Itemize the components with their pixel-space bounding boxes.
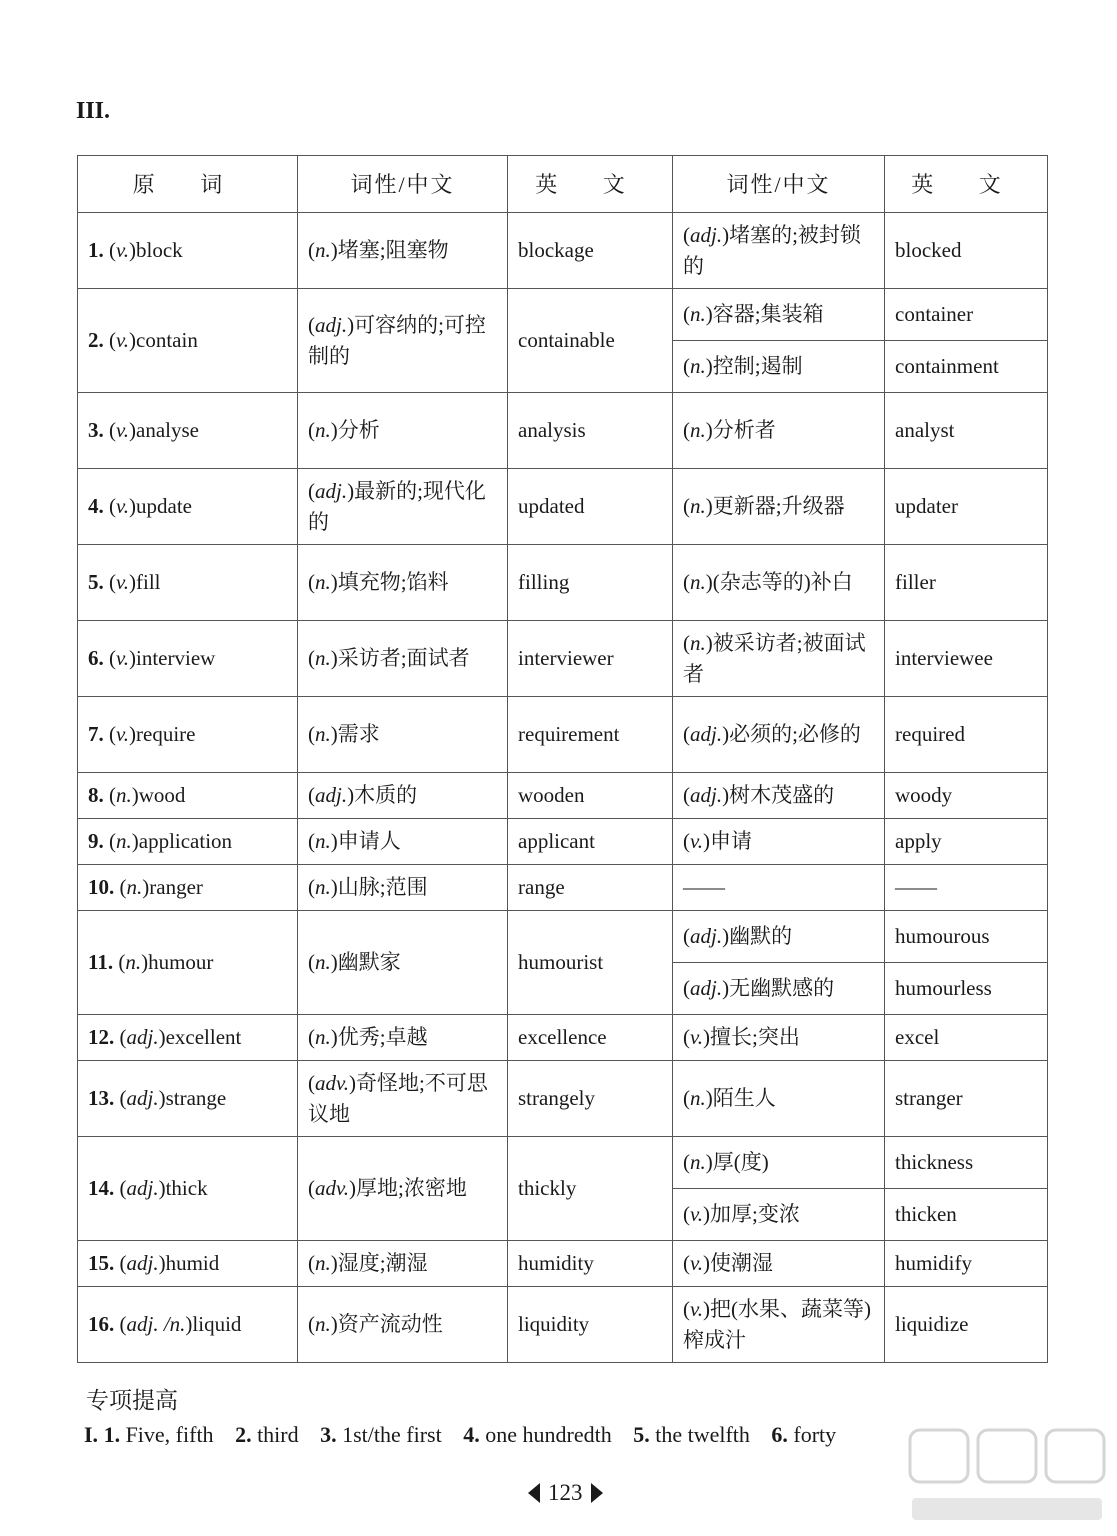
chinese-meaning: 优秀;卓越: [337, 1025, 428, 1049]
pos-tag: n.: [690, 494, 706, 518]
triangle-left-icon: [528, 1483, 540, 1503]
pos-tag: adj. /n.: [126, 1312, 186, 1336]
row-number: 12.: [88, 1025, 115, 1049]
chinese-meaning: 堵塞;阻塞物: [337, 238, 449, 262]
original-word-cell: 12. (adj.)excellent: [78, 1015, 298, 1061]
pos-tag: n.: [690, 570, 706, 594]
derivative-english-cell: range: [508, 865, 673, 911]
row-number: 11.: [88, 950, 114, 974]
chinese-meaning: 堵塞的;被封锁的: [683, 222, 861, 278]
derivative-pos-cn-cell: (n.)申请人: [298, 819, 508, 865]
second-pos-cn-cell: (adj.)堵塞的;被封锁的: [673, 213, 885, 289]
answer-number: 6.: [771, 1422, 788, 1447]
derivative-pos-cn-cell: (n.)分析: [298, 393, 508, 469]
row-number: 2.: [88, 328, 104, 352]
triangle-right-icon: [591, 1483, 603, 1503]
original-word-cell: 7. (v.)require: [78, 697, 298, 773]
pos-tag: adj.: [126, 1025, 159, 1049]
chinese-meaning: 分析者: [712, 418, 776, 442]
table-row: [78, 911, 1048, 963]
pos-tag: adj.: [690, 924, 723, 948]
chinese-meaning: 控制;遏制: [712, 354, 803, 378]
original-word-cell: 16. (adj. /n.)liquid: [78, 1287, 298, 1363]
header-english-2: 英 文: [885, 156, 1048, 213]
second-english-cell: excel: [885, 1015, 1048, 1061]
chinese-meaning: 加厚;变浓: [710, 1202, 800, 1226]
row-number: 14.: [88, 1176, 115, 1200]
row-number: 15.: [88, 1251, 115, 1275]
chinese-meaning: 幽默家: [337, 950, 401, 974]
second-pos-cn-cell: (n.)被采访者;被面试者: [673, 621, 885, 697]
pos-tag: n.: [315, 418, 331, 442]
original-word-cell: 4. (v.)update: [78, 469, 298, 545]
pos-tag: n.: [315, 238, 331, 262]
row-number: 4.: [88, 494, 104, 518]
second-english-cell: container: [885, 289, 1048, 341]
original-word: ranger: [149, 875, 203, 899]
derivative-english-cell: filling: [508, 545, 673, 621]
chinese-meaning: 申请: [710, 829, 753, 853]
chinese-meaning: 采访者;面试者: [337, 646, 470, 670]
pos-tag: adj.: [126, 1251, 159, 1275]
answer-text: one hundredth: [485, 1422, 612, 1447]
pos-tag: n.: [315, 875, 331, 899]
pos-tag: n.: [315, 1312, 331, 1336]
page-number: 123: [548, 1480, 583, 1505]
table-row: [78, 1287, 1048, 1363]
original-word: interview: [136, 646, 216, 670]
table-row: [78, 773, 1048, 819]
second-english-cell: humidify: [885, 1241, 1048, 1287]
second-english-cell: updater: [885, 469, 1048, 545]
original-word-cell: 1. (v.)block: [78, 213, 298, 289]
pos-tag: v.: [116, 328, 130, 352]
row-number: 7.: [88, 722, 104, 746]
original-word: contain: [136, 328, 198, 352]
pos-tag: n.: [690, 1086, 706, 1110]
answer-text: the twelfth: [655, 1422, 750, 1447]
second-pos-cn-cell: (adj.)树木茂盛的: [673, 773, 885, 819]
second-pos-cn-cell: (n.)更新器;升级器: [673, 469, 885, 545]
pos-tag: n.: [315, 570, 331, 594]
pos-tag: n.: [690, 302, 706, 326]
answer-text: 1st/the first: [342, 1422, 442, 1447]
second-pos-cn-cell: (n.)控制;遏制: [673, 341, 885, 393]
pos-tag: n.: [315, 950, 331, 974]
section-title: III.: [76, 98, 111, 124]
second-english-cell: humourous: [885, 911, 1048, 963]
row-number: 3.: [88, 418, 104, 442]
chinese-meaning: (杂志等的)补白: [712, 570, 853, 594]
answers-line: [84, 1422, 852, 1448]
table-row: [78, 621, 1048, 697]
header-pos-cn-1: 词性/中文: [298, 156, 508, 213]
pos-tag: n.: [690, 630, 706, 655]
pos-tag: n.: [315, 1251, 331, 1275]
chinese-meaning: 木质的: [354, 783, 418, 807]
derivative-english-cell: requirement: [508, 697, 673, 773]
table-row: [78, 697, 1048, 773]
second-pos-cn-cell: (n.)容器;集装箱: [673, 289, 885, 341]
original-word: thick: [165, 1176, 208, 1200]
original-word-cell: 2. (v.)contain: [78, 289, 298, 393]
derivative-english-cell: wooden: [508, 773, 673, 819]
second-english-cell: required: [885, 697, 1048, 773]
second-pos-cn-cell: [673, 865, 885, 911]
table-row: [78, 1061, 1048, 1137]
second-pos-cn-cell: (n.)厚(度): [673, 1137, 885, 1189]
row-number: 5.: [88, 570, 104, 594]
pos-tag: adj.: [315, 312, 348, 337]
answer-item: [315, 1422, 442, 1447]
table-row: [78, 393, 1048, 469]
pos-tag: n.: [690, 354, 706, 378]
table-row: [78, 289, 1048, 341]
chinese-meaning: 奇怪地;不可思议地: [308, 1070, 488, 1126]
header-english-1: 英 文: [508, 156, 673, 213]
original-word: wood: [138, 783, 186, 807]
pos-tag: v.: [690, 829, 704, 853]
chinese-meaning: 擅长;突出: [710, 1025, 800, 1049]
original-word-cell: 15. (adj.)humid: [78, 1241, 298, 1287]
original-word: excellent: [165, 1025, 242, 1049]
page-number-nav: [528, 1480, 603, 1506]
original-word-cell: 10. (n.)ranger: [78, 865, 298, 911]
pos-tag: adj.: [315, 783, 348, 807]
answer-item: [458, 1422, 612, 1447]
second-pos-cn-cell: (v.)把(水果、蔬菜等)榨成汁: [673, 1287, 885, 1363]
chinese-meaning: 分析: [337, 418, 380, 442]
second-pos-cn-cell: (v.)加厚;变浓: [673, 1189, 885, 1241]
derivative-pos-cn-cell: (n.)湿度;潮湿: [298, 1241, 508, 1287]
pos-tag: v.: [116, 570, 130, 594]
chinese-meaning: 必须的;必修的: [729, 722, 861, 746]
derivative-english-cell: humourist: [508, 911, 673, 1015]
chinese-meaning: 资产流动性: [337, 1312, 443, 1336]
row-number: 10.: [88, 875, 115, 899]
derivative-pos-cn-cell: (n.)山脉;范围: [298, 865, 508, 911]
derivative-pos-cn-cell: (adj.)可容纳的;可控制的: [298, 289, 508, 393]
row-number: 6.: [88, 646, 104, 670]
second-pos-cn-cell: (n.)分析者: [673, 393, 885, 469]
chinese-meaning: 幽默的: [729, 924, 793, 948]
derivative-pos-cn-cell: (adj.)木质的: [298, 773, 508, 819]
answer-text: forty: [793, 1422, 837, 1447]
table-row: [78, 213, 1048, 289]
pos-tag: v.: [116, 238, 130, 262]
pos-tag: n.: [690, 418, 706, 442]
second-pos-cn-cell: (n.)(杂志等的)补白: [673, 545, 885, 621]
pos-tag: adj.: [690, 722, 723, 746]
original-word-cell: 14. (adj.)thick: [78, 1137, 298, 1241]
table-row: [78, 819, 1048, 865]
chinese-meaning: 使潮湿: [710, 1251, 774, 1275]
pos-tag: n.: [126, 875, 143, 899]
pos-tag: adj.: [690, 783, 723, 807]
chinese-meaning: 湿度;潮湿: [337, 1251, 428, 1275]
derivative-english-cell: applicant: [508, 819, 673, 865]
original-word: humour: [148, 950, 214, 974]
pos-tag: v.: [116, 418, 130, 442]
chinese-meaning: 填充物;馅料: [337, 570, 449, 594]
chinese-meaning: 最新的;现代化的: [308, 478, 486, 534]
pos-tag: n.: [125, 950, 142, 974]
table-header-row: [78, 156, 1048, 213]
chinese-meaning: 申请人: [337, 829, 401, 853]
pos-tag: n.: [690, 1150, 706, 1174]
answer-number: 5.: [633, 1422, 650, 1447]
chinese-meaning: 把(水果、蔬菜等)榨成汁: [683, 1296, 872, 1352]
row-number: 16.: [88, 1312, 115, 1336]
pos-tag: v.: [690, 1025, 704, 1049]
second-english-cell: filler: [885, 545, 1048, 621]
second-english-cell: humourless: [885, 963, 1048, 1015]
derivative-english-cell: thickly: [508, 1137, 673, 1241]
derivative-pos-cn-cell: (adj.)最新的;现代化的: [298, 469, 508, 545]
answer-item: [104, 1422, 214, 1447]
second-english-cell: woody: [885, 773, 1048, 819]
pos-tag: adv.: [315, 1070, 350, 1095]
derivative-pos-cn-cell: (n.)资产流动性: [298, 1287, 508, 1363]
original-word: application: [138, 829, 233, 853]
pos-tag: adj.: [690, 976, 723, 1000]
original-word: analyse: [136, 418, 199, 442]
derivative-english-cell: interviewer: [508, 621, 673, 697]
original-word: humid: [165, 1251, 220, 1275]
original-word: strange: [165, 1086, 227, 1110]
derivative-pos-cn-cell: (adv.)奇怪地;不可思议地: [298, 1061, 508, 1137]
derivative-english-cell: strangely: [508, 1061, 673, 1137]
chinese-meaning: 需求: [337, 722, 380, 746]
pos-tag: n.: [116, 783, 132, 807]
second-english-cell: containment: [885, 341, 1048, 393]
original-word-cell: 11. (n.)humour: [78, 911, 298, 1015]
derivative-pos-cn-cell: (n.)堵塞;阻塞物: [298, 213, 508, 289]
derivative-english-cell: excellence: [508, 1015, 673, 1061]
pos-tag: n.: [315, 722, 331, 746]
second-english-cell: apply: [885, 819, 1048, 865]
pos-tag: n.: [315, 1025, 331, 1049]
pos-tag: v.: [690, 1296, 704, 1321]
chinese-meaning: 陌生人: [712, 1086, 776, 1110]
chinese-meaning: ——: [683, 875, 725, 899]
pos-tag: v.: [116, 646, 130, 670]
answer-item: [766, 1422, 836, 1447]
pos-tag: v.: [690, 1251, 704, 1275]
original-word-cell: 5. (v.)fill: [78, 545, 298, 621]
pos-tag: adj.: [126, 1176, 159, 1200]
table-row: [78, 545, 1048, 621]
original-word: require: [136, 722, 196, 746]
second-english-cell: ——: [885, 865, 1048, 911]
row-number: 13.: [88, 1086, 115, 1110]
pos-tag: adj.: [690, 222, 723, 247]
subsection-title: 专项提高: [86, 1388, 178, 1414]
derivative-english-cell: liquidity: [508, 1287, 673, 1363]
pos-tag: v.: [116, 494, 130, 518]
chinese-meaning: 厚(度): [712, 1150, 769, 1174]
vocab-table: [77, 155, 1048, 1363]
second-pos-cn-cell: (v.)擅长;突出: [673, 1015, 885, 1061]
chinese-meaning: 被采访者;被面试者: [683, 630, 866, 686]
pos-tag: v.: [116, 722, 130, 746]
derivative-english-cell: blockage: [508, 213, 673, 289]
answer-number: 4.: [463, 1422, 480, 1447]
second-english-cell: liquidize: [885, 1287, 1048, 1363]
table-row: [78, 469, 1048, 545]
chinese-meaning: 无幽默感的: [729, 976, 835, 1000]
pos-tag: n.: [116, 829, 132, 853]
pos-tag: adj.: [126, 1086, 159, 1110]
answers-label: I.: [84, 1422, 99, 1447]
second-english-cell: thickness: [885, 1137, 1048, 1189]
table-row: [78, 1241, 1048, 1287]
row-number: 1.: [88, 238, 104, 262]
second-english-cell: interviewee: [885, 621, 1048, 697]
chinese-meaning: 山脉;范围: [337, 875, 428, 899]
second-pos-cn-cell: (v.)使潮湿: [673, 1241, 885, 1287]
derivative-pos-cn-cell: (adv.)厚地;浓密地: [298, 1137, 508, 1241]
second-pos-cn-cell: (adj.)无幽默感的: [673, 963, 885, 1015]
answer-number: 1.: [103, 1422, 121, 1447]
table-row: [78, 865, 1048, 911]
answer-number: 3.: [320, 1422, 337, 1447]
original-word: fill: [136, 570, 161, 594]
row-number: 9.: [88, 829, 104, 853]
answer-text: Five, fifth: [125, 1422, 214, 1447]
derivative-english-cell: analysis: [508, 393, 673, 469]
second-english-cell: thicken: [885, 1189, 1048, 1241]
pos-tag: adv.: [315, 1176, 350, 1200]
answer-text: third: [257, 1422, 299, 1447]
header-pos-cn-2: 词性/中文: [673, 156, 885, 213]
answer-item: [230, 1422, 299, 1447]
original-word-cell: 6. (v.)interview: [78, 621, 298, 697]
derivative-english-cell: containable: [508, 289, 673, 393]
derivative-english-cell: updated: [508, 469, 673, 545]
original-word: block: [136, 238, 183, 262]
header-original-word: 原 词: [78, 156, 298, 213]
second-pos-cn-cell: (n.)陌生人: [673, 1061, 885, 1137]
second-english-cell: stranger: [885, 1061, 1048, 1137]
original-word: update: [136, 494, 192, 518]
second-english-cell: analyst: [885, 393, 1048, 469]
original-word-cell: 8. (n.)wood: [78, 773, 298, 819]
pos-tag: adj.: [315, 478, 348, 503]
answer-number: 2.: [235, 1422, 252, 1447]
row-number: 8.: [88, 783, 104, 807]
original-word-cell: 9. (n.)application: [78, 819, 298, 865]
derivative-pos-cn-cell: (n.)需求: [298, 697, 508, 773]
derivative-english-cell: humidity: [508, 1241, 673, 1287]
chinese-meaning: 树木茂盛的: [729, 783, 835, 807]
original-word-cell: 3. (v.)analyse: [78, 393, 298, 469]
pos-tag: n.: [315, 829, 331, 853]
original-word-cell: 13. (adj.)strange: [78, 1061, 298, 1137]
second-pos-cn-cell: (adj.)必须的;必修的: [673, 697, 885, 773]
second-english-cell: blocked: [885, 213, 1048, 289]
table-row: [78, 1137, 1048, 1189]
answer-item: [628, 1422, 750, 1447]
derivative-pos-cn-cell: (n.)采访者;面试者: [298, 621, 508, 697]
pos-tag: n.: [315, 646, 331, 670]
table-row: [78, 1015, 1048, 1061]
original-word: liquid: [192, 1312, 242, 1336]
second-pos-cn-cell: (v.)申请: [673, 819, 885, 865]
pos-tag: v.: [690, 1202, 704, 1226]
chinese-meaning: 可容纳的;可控制的: [308, 312, 486, 368]
second-pos-cn-cell: (adj.)幽默的: [673, 911, 885, 963]
derivative-pos-cn-cell: (n.)优秀;卓越: [298, 1015, 508, 1061]
chinese-meaning: 容器;集装箱: [712, 302, 824, 326]
watermark-logo-icon: [902, 1420, 1112, 1530]
derivative-pos-cn-cell: (n.)填充物;馅料: [298, 545, 508, 621]
derivative-pos-cn-cell: (n.)幽默家: [298, 911, 508, 1015]
chinese-meaning: 厚地;浓密地: [356, 1176, 467, 1200]
chinese-meaning: 更新器;升级器: [712, 494, 845, 518]
